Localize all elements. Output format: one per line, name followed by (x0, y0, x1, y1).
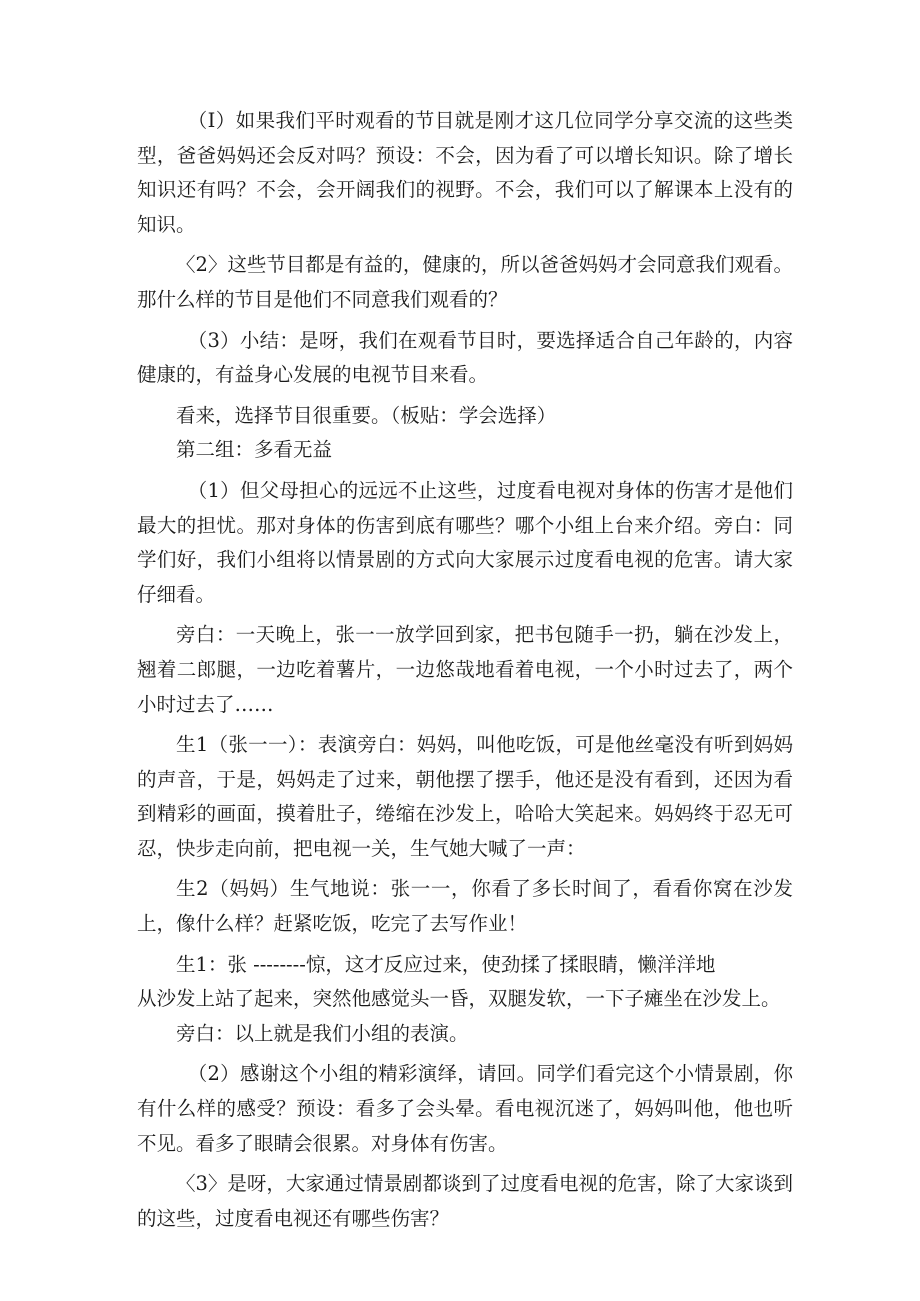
paragraph-1: （I）如果我们平时观看的节目就是刚才这几位同学分享交流的这些类型，爸爸妈妈还会反对吗？预设：不会，因为看了可以增长知识。除了增长知识还有吗？不会，会开阔我们的视野。不会，我们可以了解课本上没有的知识。 (137, 109, 793, 236)
paragraph-9: 生1：张 --------惊，这才反应过来，使劲揉了揉眼睛，懒洋洋地 (176, 952, 716, 976)
paragraph-7: 生1（张一一）：表演旁白：妈妈，叫他吃饭，可是他丝毫没有听到妈妈的声音，于是，妈妈走了过来，朝他摆了摆手，他还是没有看到，还因为看到精彩的画面，摸着肚子，绻缩在沙发上，哈哈大笑起来。妈妈终于忍无可忍，快步走向前，把电视一关，生气她大喊了一声： (137, 733, 793, 860)
paragraph-12: （2）感谢这个小组的精彩演绎，请回。同学们看完这个小情景剧，你有什么样的感受？预设：看多了会头晕。看电视沉迷了，妈妈叫他，他也听不见。看多了眼睛会很累。对身体有伤害。 (137, 1062, 793, 1155)
paragraph-6: 旁白：一天晚上，张一一放学回到家，把书包随手一扔，躺在沙发上，翘着二郎腿，一边吃着薯片，一边悠哉地看着电视，一个小时过去了，两个小时过去了…… (137, 623, 793, 716)
section-heading: 第二组：多看无益 (176, 438, 333, 462)
document-body (137, 104, 793, 1236)
paragraph-10: 从沙发上站了起来，突然他感觉头一昏，双腿发软，一下子瘫坐在沙发上。 (137, 987, 781, 1011)
paragraph-11: 旁白：以上就是我们小组的表演。 (176, 1021, 469, 1045)
paragraph-4: 看来，选择节目很重要。（板贴：学会选择） (176, 403, 557, 427)
paragraph-3: （3）小结：是呀，我们在观看节目时，要选择适合自己年龄的，内容健康的，有益身心发展的电视节目来看。 (137, 328, 793, 387)
paragraph-13: 〈3〉是呀，大家通过情景剧都谈到了过度看电视的危害，除了大家谈到的这些，过度看电视还有哪些伤害？ (137, 1172, 793, 1230)
paragraph-2: 〈2〉这些节目都是有益的，健康的，所以爸爸妈妈才会同意我们观看。那什么样的节目是他们不同意我们观看的？ (137, 253, 793, 311)
paragraph-5: （1）但父母担心的远远不止这些，过度看电视对身体的伤害才是他们最大的担忧。那对身体的伤害到底有哪些？哪个小组上台来介绍。旁白：同学们好，我们小组将以情景剧的方式向大家展示过度看电视的危害。请大家仔细看。 (137, 478, 793, 606)
paragraph-8: 生2（妈妈）生气地说：张一一，你看了多长时间了，看看你窝在沙发上，像什么样？赶紧吃饭，吃完了去写作业！ (137, 877, 793, 936)
